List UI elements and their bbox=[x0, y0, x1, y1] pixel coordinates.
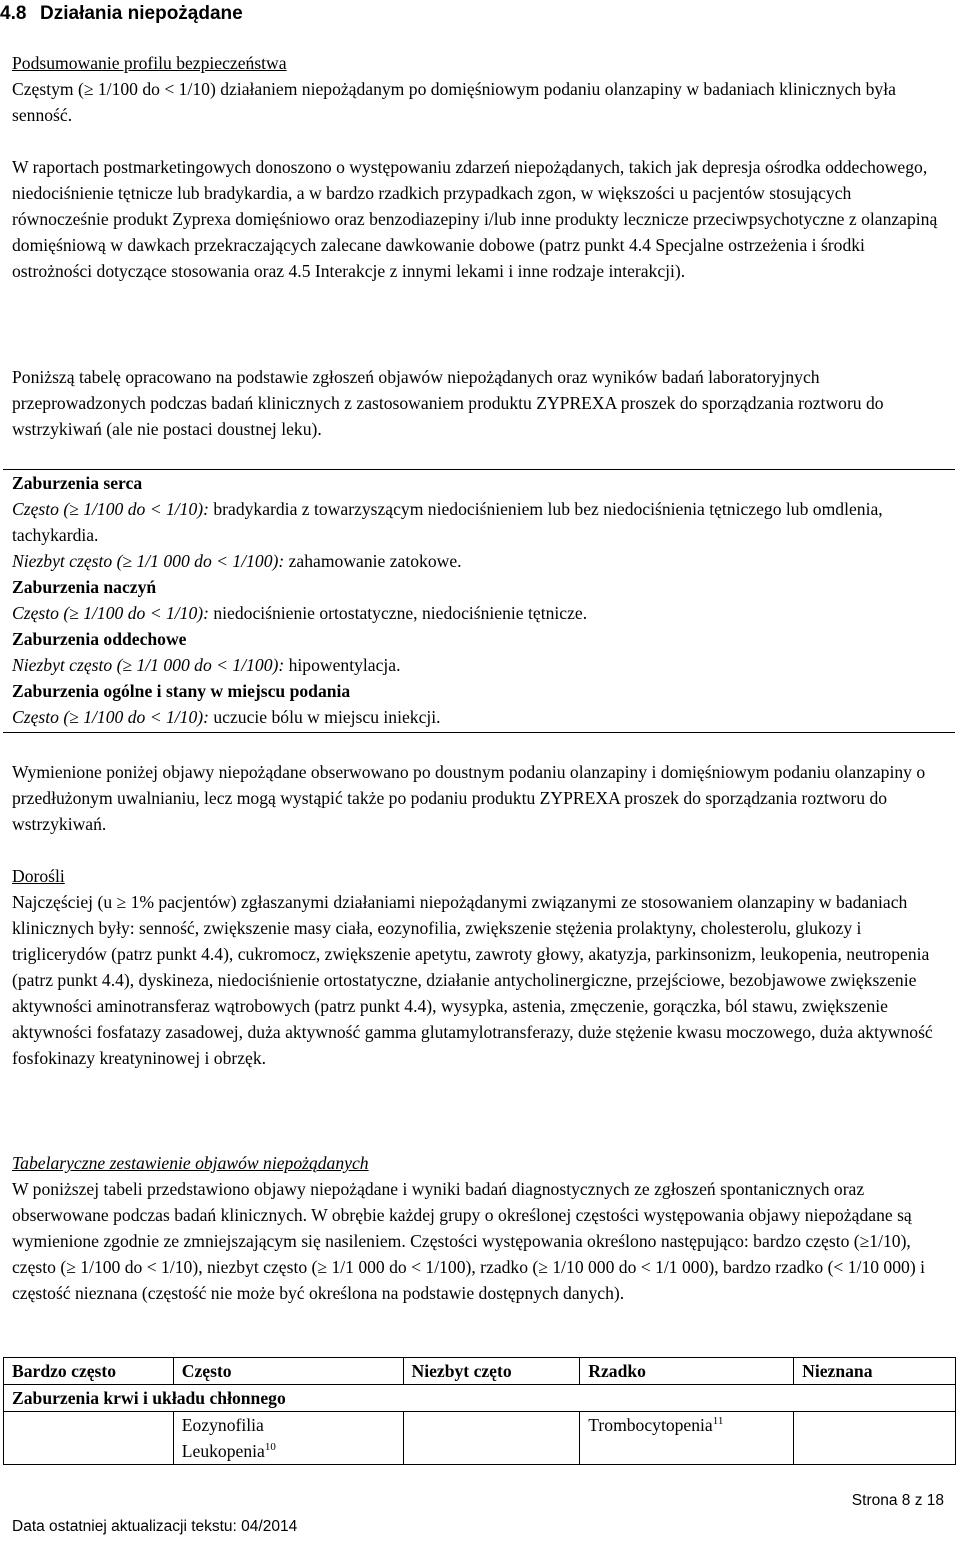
reaction-text: zahamowanie zatokowe. bbox=[284, 551, 462, 571]
frequency-label: Często (≥ 1/100 do < 1/10): bbox=[12, 707, 209, 727]
reaction-trombocytopenia bbox=[588, 1412, 785, 1438]
table-cell bbox=[173, 1412, 403, 1465]
general-common bbox=[12, 704, 948, 730]
reaction-text: niedociśnienie ortostatyczne, niedociśnienie tętnicze. bbox=[208, 603, 588, 623]
soc-label: Zaburzenia krwi i układu chłonnego bbox=[4, 1385, 956, 1412]
column-header: Nieznana bbox=[794, 1358, 956, 1385]
column-header: Często bbox=[173, 1358, 403, 1385]
table-intro-text: Poniższą tabelę opracowano na podstawie zgłoszeń objawów niepożądanych oraz wyników badań laboratoryjnych przeprowadzonych podczas badań klinicznych z zastosowaniem produktu ZYPREXA proszek do sporządzania roztworu do wstrzykiwań (ale nie postaci doustnej leku). bbox=[12, 367, 884, 439]
frequency-label: Często (≥ 1/100 do < 1/10): bbox=[12, 603, 209, 623]
footnote-ref: 10 bbox=[264, 1441, 276, 1454]
reaction-text: bradykardia z towarzyszącym niedociśnieniem lub bez niedociśnienia tętniczego lub omdlenia, tachykardia. bbox=[12, 499, 883, 545]
column-header: Bardzo często bbox=[4, 1358, 174, 1385]
summary-text: Częstym (≥ 1/100 do < 1/10) działaniem niepożądanym po domięśniowym podaniu olanzapiny w badaniach klinicznych była senność. bbox=[12, 79, 896, 125]
oral-note-paragraph bbox=[12, 759, 948, 837]
table-header-row bbox=[4, 1358, 956, 1385]
reaction-leukopenia bbox=[182, 1438, 395, 1464]
summary-block bbox=[12, 50, 948, 128]
oral-note-text: Wymienione poniżej objawy niepożądane obserwowano po doustnym podaniu olanzapiny i domięśniowym podaniu olanzapiny o przedłużonym uwalnianiu, lecz mogą wystąpić także po podaniu produktu ZYPREXA proszek do sporządzania roztworu do wstrzykiwań. bbox=[12, 762, 926, 834]
footnote-ref: 11 bbox=[712, 1415, 724, 1428]
adults-block bbox=[12, 863, 948, 1071]
table-cell bbox=[403, 1412, 580, 1465]
frequency-label: Często (≥ 1/100 do < 1/10): bbox=[12, 499, 209, 519]
adults-text: Najczęściej (u ≥ 1% pacjentów) zgłaszanymi działaniami niepożądanymi związanymi ze stosowaniem olanzapiny w badaniach klinicznych były: senność, zwiększenie masy ciała, eozynofilia, zwiększenie stężenia prolaktyny, cholesterolu, glukozy i triglicerydów (patrz punkt 4.4), cukromocz, zwiększenie apetytu, zawroty głowy, akatyzja, parkinsonizm, leukopenia, neutropenia (patrz punkt 4.4), dyskineza, niedociśnienie ortostatyczne, działanie antycholinergiczne, przejściowe, bezobjawowe zwiększenie aktywności aminotransferaz wątrobowych (patrz punkt 4.4), wysypka, astenia, zmęczenie, gorączka, ból stawu, zwiększenie aktywności fosfatazy zasadowej, duża aktywność gamma glutamylotransferazy, duże stężenie kwasu moczowego, duża aktywność fosfokinazy kreatyninowej i obrzęk. bbox=[12, 892, 933, 1068]
column-header: Niezbyt częto bbox=[403, 1358, 580, 1385]
section-title: Działania niepożądane bbox=[40, 3, 243, 24]
tabular-heading: Tabelaryczne zestawienie objawów niepożądanych bbox=[12, 1153, 369, 1173]
postmarketing-text: W raportach postmarketingowych donoszono o występowaniu zdarzeń niepożądanych, takich jak depresja ośrodka oddechowego, niedociśnienie tętnicze lub bradykardia, a w bardzo rzadkich przypadkach zgon, w większości u pacjentów stosujących równocześnie produkt Zyprexa domięśniowo oraz benzodiazepiny i/lub inne produkty lecznicze przeciwpsychotyczne z olanzapiną domięśniową w dawkach przekraczających zalecane dawkowanie dobowe (patrz punkt 4.4 Specjalne ostrzeżenia i środki ostrożności dotyczące stosowania oraz 4.5 Interakcje z innymi lekami i inne rodzaje interakcji). bbox=[12, 157, 938, 281]
column-header: Rzadko bbox=[580, 1358, 794, 1385]
cardiac-common bbox=[12, 496, 948, 548]
vascular-heading: Zaburzenia naczyń bbox=[12, 577, 157, 597]
reaction-text: uczucie bólu w miejscu iniekcji. bbox=[208, 707, 441, 727]
respiratory-uncommon bbox=[12, 652, 948, 678]
reaction-text: hipowentylacja. bbox=[284, 655, 401, 675]
general-heading: Zaburzenia ogólne i stany w miejscu podania bbox=[12, 681, 351, 701]
table-cell bbox=[580, 1412, 794, 1465]
table-soc-row bbox=[4, 1385, 956, 1412]
section-heading bbox=[0, 2, 243, 26]
section-number: 4.8 bbox=[0, 3, 27, 24]
frequency-label: Niezbyt często (≥ 1/1 000 do < 1/100): bbox=[12, 655, 285, 675]
adverse-reactions-box bbox=[3, 469, 955, 733]
table-cell bbox=[794, 1412, 956, 1465]
reaction-name: Leukopenia bbox=[181, 1441, 265, 1461]
table-intro-paragraph bbox=[12, 364, 948, 442]
postmarketing-paragraph bbox=[12, 154, 948, 284]
reaction-name: Trombocytopenia bbox=[588, 1415, 713, 1435]
table-row bbox=[4, 1412, 956, 1465]
frequency-table bbox=[3, 1357, 956, 1465]
cardiac-uncommon bbox=[12, 548, 948, 574]
summary-heading: Podsumowanie profilu bezpieczeństwa bbox=[12, 53, 287, 73]
respiratory-heading: Zaburzenia oddechowe bbox=[12, 629, 187, 649]
frequency-label: Niezbyt często (≥ 1/1 000 do < 1/100): bbox=[12, 551, 285, 571]
adults-heading: Dorośli bbox=[12, 866, 65, 886]
vascular-common bbox=[12, 600, 948, 626]
tabular-block bbox=[12, 1150, 948, 1306]
tabular-text: W poniższej tabeli przedstawiono objawy niepożądane i wyniki badań diagnostycznych ze zgłoszeń spontanicznych oraz obserwowane podczas badań klinicznych. W obrębie każdej grupy o określonej częstości występowania objawy niepożądane są wymienione zgodnie ze zmniejszającym się nasileniem. Częstości występowania określono następująco: bardzo często (≥1/10), często (≥ 1/100 do < 1/10), niezbyt często (≥ 1/1 000 do < 1/100), rzadko (≥ 1/10 000 do < 1/1 000), bardzo rzadko (< 1/10 000) i częstość nieznana (częstość nie może być określona na podstawie dostępnych danych). bbox=[12, 1179, 925, 1303]
page-number: Strona 8 z 18 bbox=[851, 1492, 944, 1509]
cardiac-heading: Zaburzenia serca bbox=[12, 473, 143, 493]
reaction-eozynofilia: Eozynofilia bbox=[181, 1415, 264, 1435]
table-cell bbox=[4, 1412, 174, 1465]
last-update-date: Data ostatniej aktualizacji tekstu: 04/2014 bbox=[12, 1518, 298, 1535]
